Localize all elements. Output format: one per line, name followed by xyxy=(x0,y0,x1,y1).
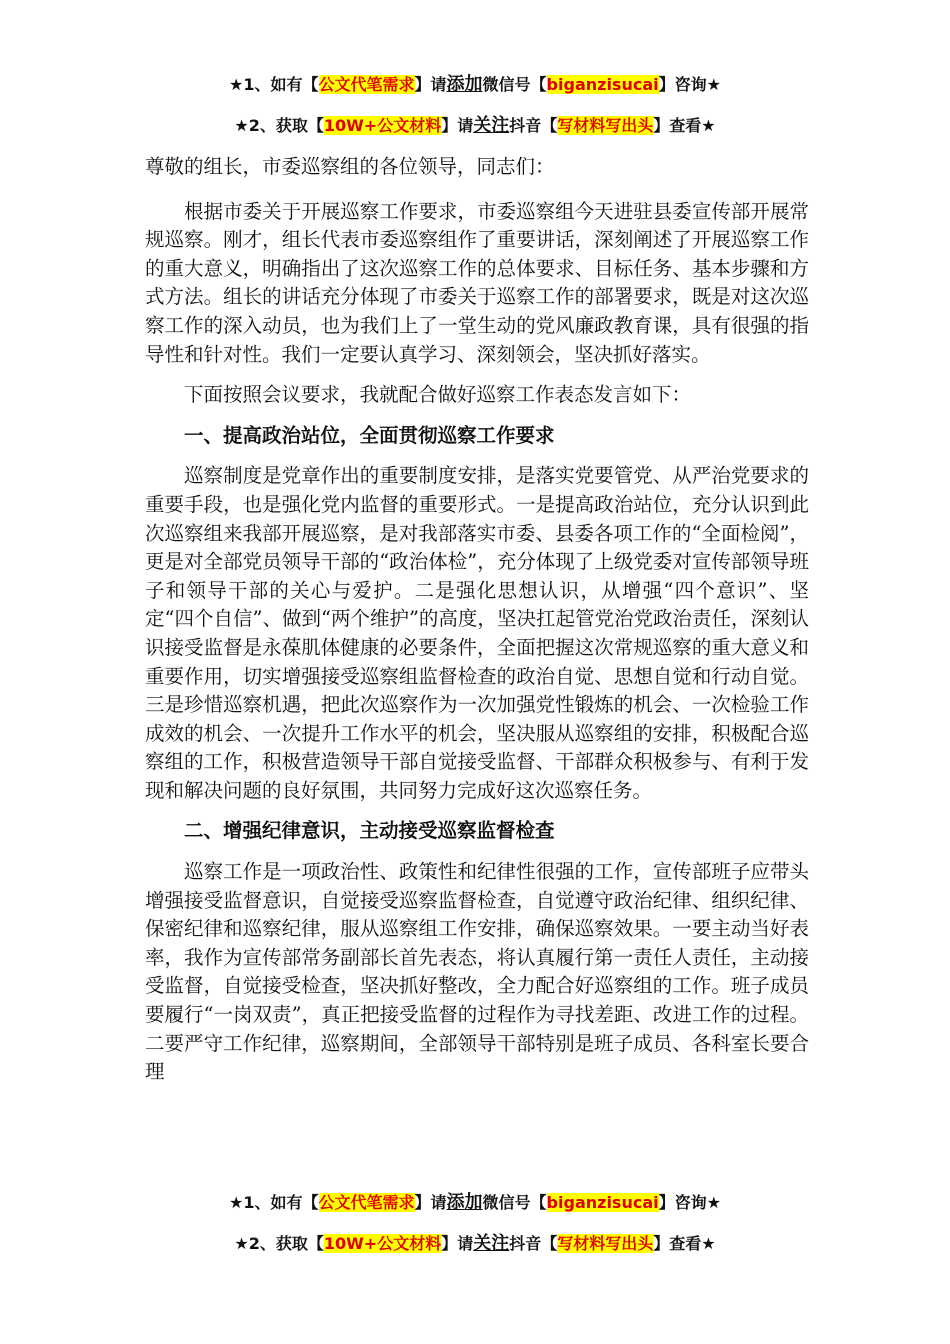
promo-highlight: 10W+公文材料 xyxy=(323,1234,442,1253)
promo-text: ★2、获取【 xyxy=(234,116,324,135)
promo-underlined: 添加 xyxy=(446,1192,483,1213)
promo-highlight: biganzisucai xyxy=(546,75,659,94)
promo-line-bottom-2 xyxy=(0,1229,950,1255)
promo-line-top-2 xyxy=(0,111,950,137)
document-body xyxy=(145,153,809,1087)
transition-paragraph: 下面按照会议要求，我就配合做好巡察工作表态发言如下： xyxy=(184,383,692,407)
intro-paragraph: 根据市委关于开展巡察工作要求，市委巡察组今天进驻县委宣传部开展常规巡察。刚才，组长代表市委巡察组作了重要讲话，深刻阐述了开展巡察工作的重大意义，明确指出了这次巡察工作的总体要求、目标任务、基本步骤和方式方法。组长的讲话充分体现了市委关于巡察工作的部署要求，既是对这次巡察工作的深入动员，也为我们上了一堂生动的党风廉政教育课，具有很强的指导性和针对性。我们一定要认真学习、深刻领会，坚决抓好落实。 xyxy=(145,199,809,366)
promo-underlined: 关注 xyxy=(473,115,510,136)
promo-text: 抖音【 xyxy=(509,116,558,135)
promo-text: 微信号【 xyxy=(482,1193,547,1212)
promo-line-top-1 xyxy=(0,70,950,96)
promo-text: 】请 xyxy=(414,1193,447,1212)
promo-line-bottom-1 xyxy=(0,1188,950,1214)
promo-text: ★1、如有【 xyxy=(229,75,319,94)
promo-text: 微信号【 xyxy=(482,75,547,94)
promo-text: ★2、获取【 xyxy=(234,1234,324,1253)
promo-underlined: 添加 xyxy=(446,74,483,95)
promo-text: 】查看★ xyxy=(653,1234,716,1253)
promo-text: 】咨询★ xyxy=(658,1193,721,1212)
promo-text: 】咨询★ xyxy=(658,75,721,94)
section-heading-2: 二、增强纪律意识，主动接受巡察监督检查 xyxy=(184,819,555,843)
promo-highlight: 写材料写出头 xyxy=(557,1234,654,1253)
promo-text: ★1、如有【 xyxy=(229,1193,319,1212)
greeting: 尊敬的组长，市委巡察组的各位领导，同志们： xyxy=(145,155,555,178)
promo-highlight: 公文代笔需求 xyxy=(318,1193,415,1212)
promo-highlight: 写材料写出头 xyxy=(557,116,654,135)
promo-highlight: 10W+公文材料 xyxy=(323,116,442,135)
promo-underlined: 关注 xyxy=(473,1233,510,1254)
promo-text: 抖音【 xyxy=(509,1234,558,1253)
section-paragraph-1: 巡察制度是党章作出的重要制度安排，是落实党要管党、从严治党要求的重要手段，也是强化党内监督的重要形式。一是提高政治站位，充分认识到此次巡察组来我部开展巡察，是对我部落实市委、县委各项工作的“全面检阅”，更是对全部党员领导干部的“政治体检”，充分体现了上级党委对宣传部领导班子和领导干部的关心与爱护。二是强化思想认识，从增强“四个意识”、坚定“四个自信”、做到“两个维护”的高度，坚决扛起管党治党政治责任，深刻认识接受监督是永葆肌体健康的必要条件，全面把握这次常规巡察的重大意义和重要作用，切实增强接受巡察组监督检查的政治自觉、思想自觉和行动自觉。三是珍惜巡察机遇，把此次巡察作为一次加强党性锻炼的机会、一次检验工作成效的机会、一次提升工作水平的机会，坚决服从巡察组的安排，积极配合巡察组的工作，积极营造领导干部自觉接受监督、干部群众积极参与、有利于发现和解决问题的良好氛围，共同努力完成好这次巡察任务。 xyxy=(145,464,809,802)
section-paragraph-2: 巡察工作是一项政治性、政策性和纪律性很强的工作，宣传部班子应带头增强接受监督意识，自觉接受巡察监督检查，自觉遵守政治纪律、组织纪律、保密纪律和巡察纪律，服从巡察组工作安排，确保巡察效果。一要主动当好表率，我作为宣传部常务副部长首先表态，将认真履行第一责任人责任，主动接受监督，自觉接受检查，坚决抓好整改，全力配合好巡察组的工作。班子成员要履行“一岗双责”，真正把接受监督的过程作为寻找差距、改进工作的过程。二要严守工作纪律，巡察期间，全部领导干部特别是班子成员、各科室长要合理 xyxy=(145,860,809,1084)
section-heading-1: 一、提高政治站位，全面贯彻巡察工作要求 xyxy=(184,423,555,447)
promo-text: 】请 xyxy=(441,1234,474,1253)
promo-text: 】查看★ xyxy=(653,116,716,135)
promo-text: 】请 xyxy=(414,75,447,94)
promo-highlight: 公文代笔需求 xyxy=(318,75,415,94)
promo-highlight: biganzisucai xyxy=(546,1193,659,1212)
promo-text: 】请 xyxy=(441,116,474,135)
